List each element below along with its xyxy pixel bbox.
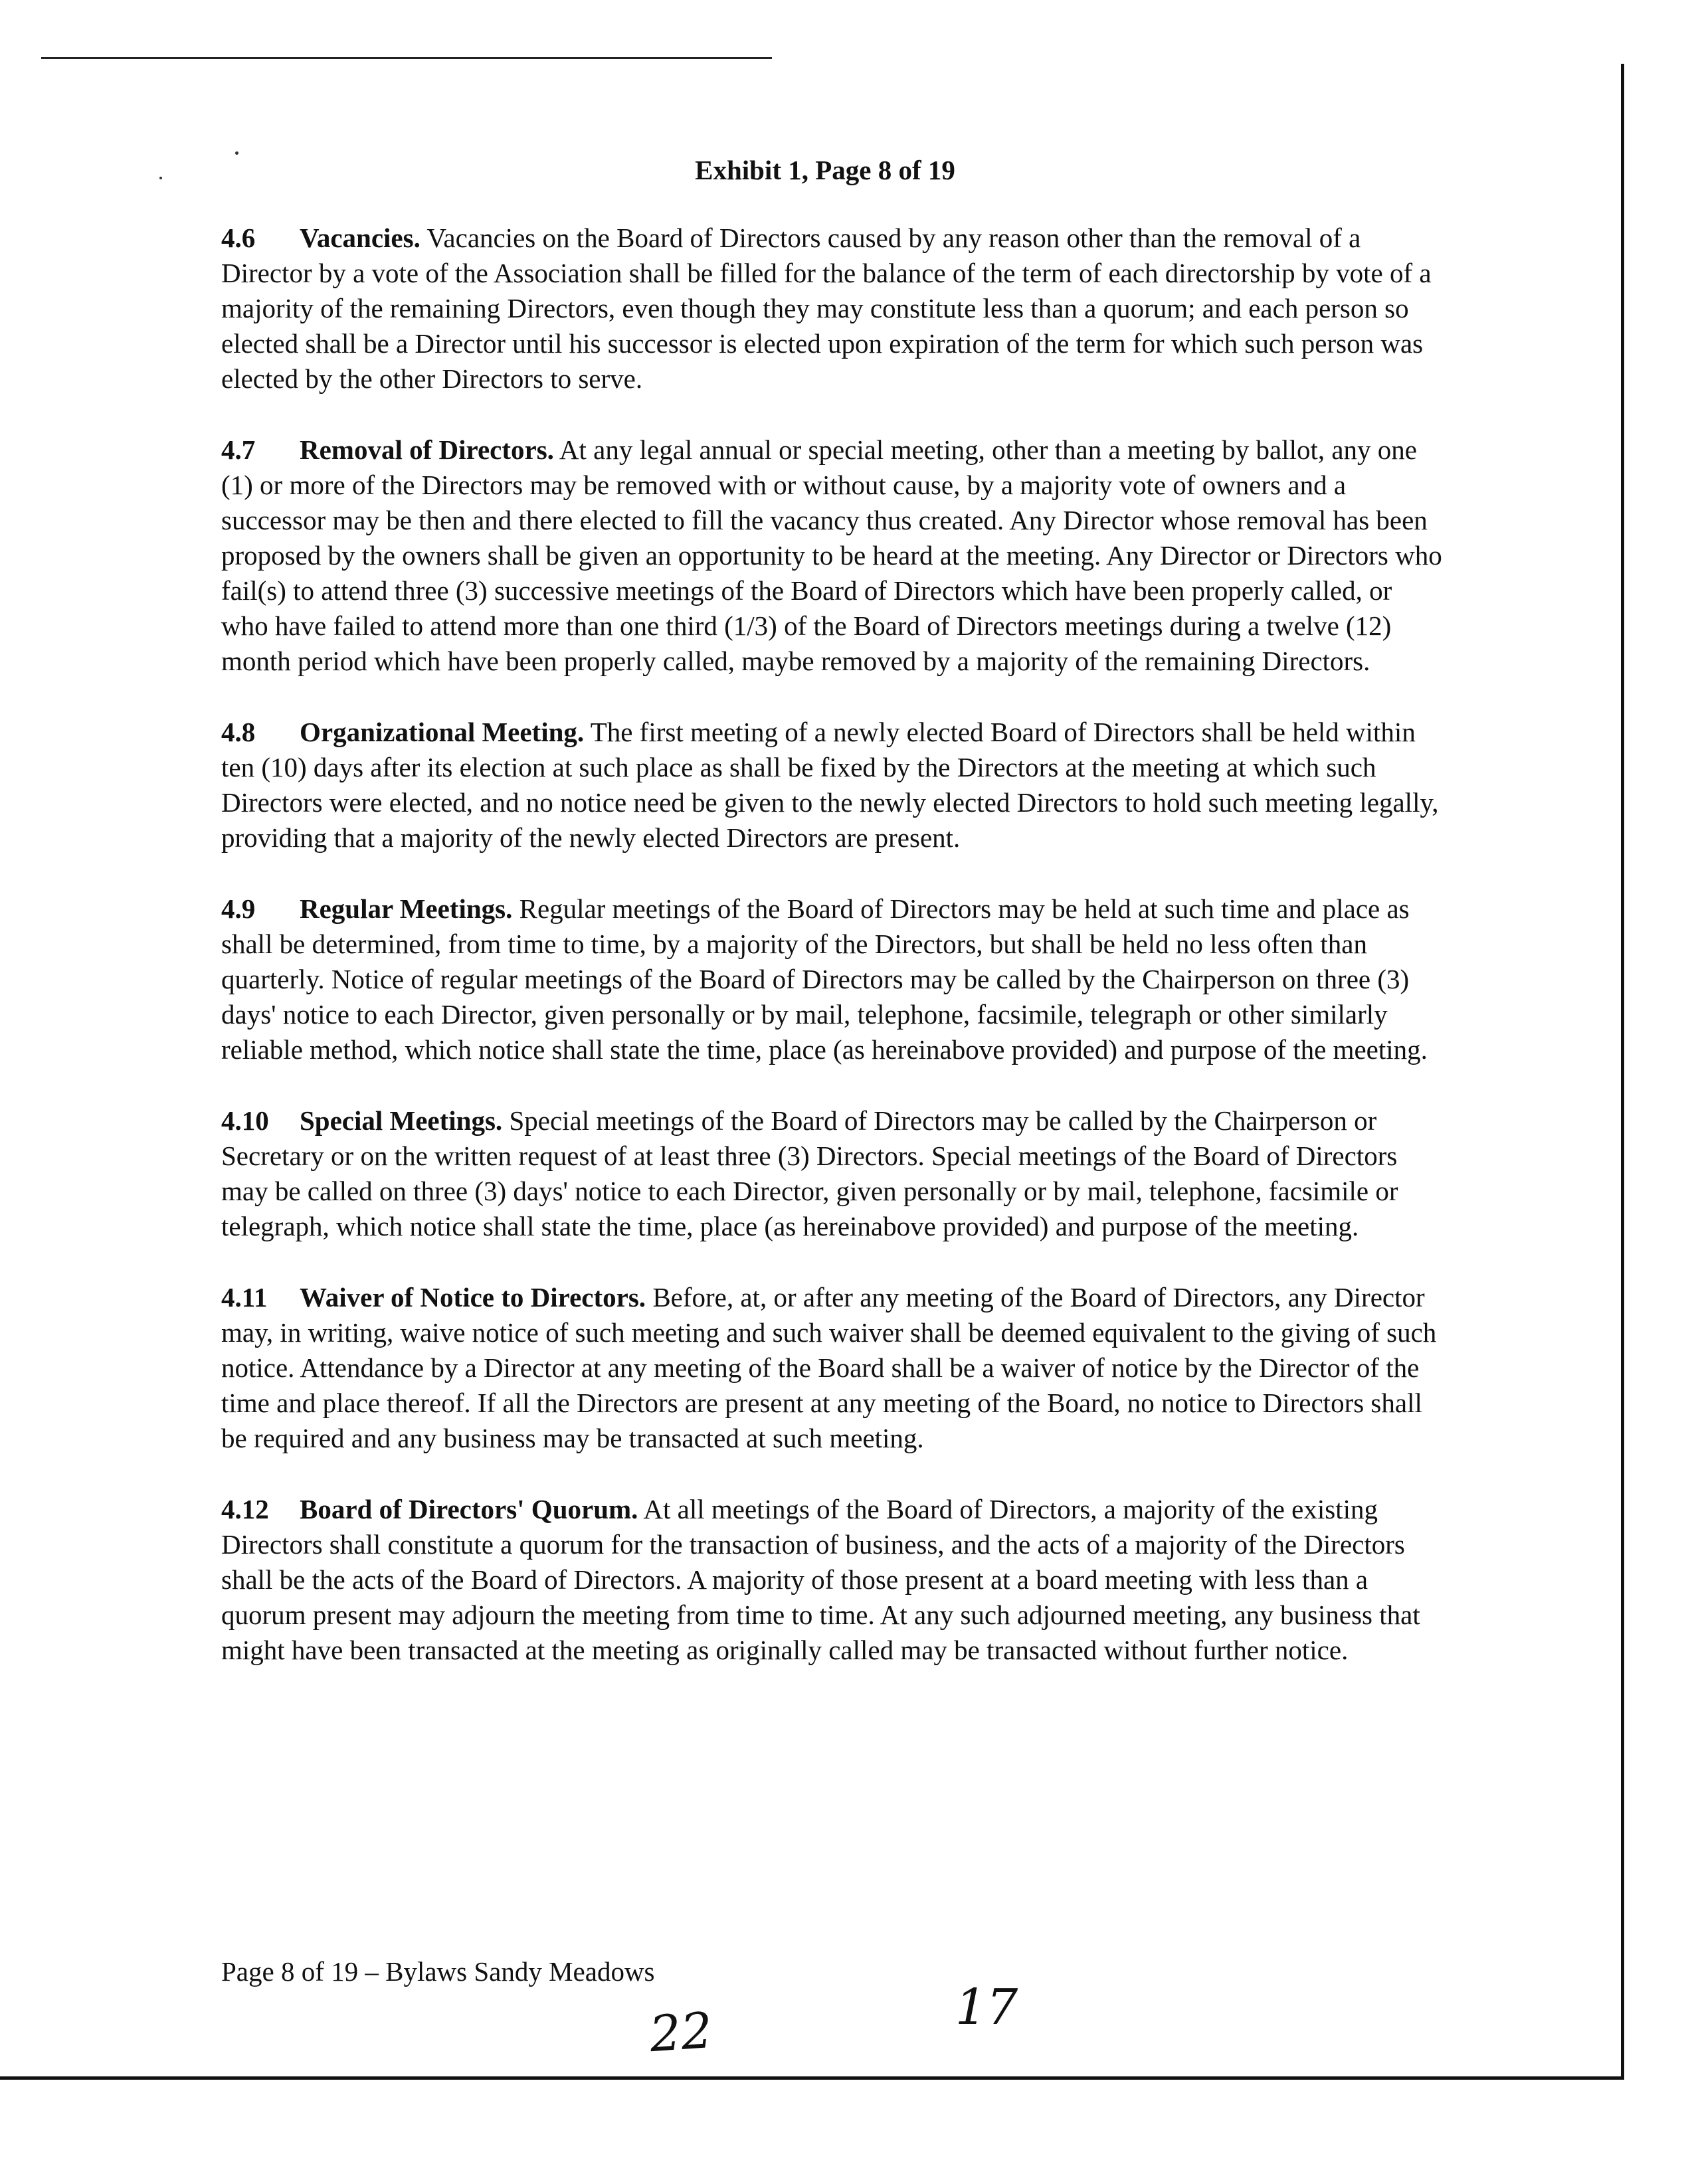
section-body: Special meetings of the Board of Directors may be called by the Chairperson or Secretary or on the written request of at least three (3) Directors. Special meetings of the Board of Directors may be called on three (3) days' notice to each Director, given personally or by mail, telephone, facsimile or telegraph, which notice shall state the time, place (as hereinabove provided) and purpose of the meeting. xyxy=(221,1105,1398,1241)
scan-artifact-bottom-border xyxy=(0,2076,1624,2080)
section-title: Removal of Directors. xyxy=(300,434,554,465)
section-title: Organizational Meeting. xyxy=(300,717,585,747)
section-number: 4.9 xyxy=(221,893,256,924)
handwritten-page-number: 17 xyxy=(955,1979,1018,2036)
section-organizational-meeting xyxy=(221,715,1444,856)
section-number: 4.12 xyxy=(221,1494,269,1524)
scan-artifact-right-border xyxy=(1621,64,1624,2076)
section-number: 4.8 xyxy=(221,717,256,747)
section-title: Board of Directors' Quorum. xyxy=(300,1494,638,1524)
section-body: The first meeting of a newly elected Board of Directors shall be held within ten (10) days after its election at such place as shall be fixed by the Directors at the meeting at which such Directors were elected, and no notice need be given to the newly elected Directors to hold such meeting legally, providing that a majority of the newly elected Directors are present. xyxy=(221,717,1439,853)
section-vacancies xyxy=(221,221,1444,397)
section-regular-meetings xyxy=(221,891,1444,1067)
page-footer: Page 8 of 19 – Bylaws Sandy Meadows xyxy=(221,1956,655,1987)
section-title: Waiver of Notice to Directors. xyxy=(300,1282,646,1313)
document-body xyxy=(221,221,1444,1704)
section-title: Vacancies. xyxy=(300,223,421,253)
section-body: Regular meetings of the Board of Directors may be held at such time and place as shall be determined, from time to time, by a majority of the Directors, but shall be held no less often than quarterly. Notice of regular meetings of the Board of Directors may be called by the Chairperson on three (3) days' notice to each Director, given personally or by mail, telephone, facsimile, telegraph or other similarly reliable method, which notice shall state the time, place (as hereinabove provided) and purpose of the meeting. xyxy=(221,893,1428,1065)
section-body: At all meetings of the Board of Directors, a majority of the existing Directors shall constitute a quorum for the transaction of business, and the acts of a majority of the Directors shall be the acts of the Board of Directors. A majority of those present at a board meeting with less than a quorum present may adjourn the meeting from time to time. At any such adjourned meeting, any business that might have been transacted at the meeting as originally called may be transacted without further notice. xyxy=(221,1494,1420,1665)
section-number: 4.11 xyxy=(221,1282,268,1313)
section-number: 4.7 xyxy=(221,434,256,465)
page-header: Exhibit 1, Page 8 of 19 xyxy=(695,155,955,185)
section-special-meetings xyxy=(221,1103,1444,1244)
handwritten-annotation: 22 xyxy=(648,2001,715,2064)
section-number: 4.10 xyxy=(221,1105,269,1136)
scan-artifact-top-line xyxy=(41,57,772,59)
section-title: Special Meetings. xyxy=(300,1105,503,1136)
section-waiver-of-notice xyxy=(221,1280,1444,1456)
section-title: Regular Meetings. xyxy=(300,893,513,924)
section-body: At any legal annual or special meeting, other than a meeting by ballot, any one (1) or more of the Directors may be removed with or without cause, by a majority vote of owners and a successor may be then and there elected to fill the vacancy thus created. Any Director whose removal has been proposed by the owners shall be given an opportunity to be heard at the meeting. Any Director or Directors who fail(s) to attend three (3) successive meetings of the Board of Directors which have been properly called, or who have failed to attend more than one third (1/3) of the Board of Directors meetings during a twelve (12) month period which have been properly called, maybe removed by a majority of the remaining Directors. xyxy=(221,434,1442,676)
section-removal-of-directors xyxy=(221,432,1444,679)
section-number: 4.6 xyxy=(221,223,256,253)
section-body: Before, at, or after any meeting of the Board of Directors, any Director may, in writing, waive notice of such meeting and such waiver shall be deemed equivalent to the giving of such notice. Attendance by a Director at any meeting of the Board shall be a waiver of notice by the Director of the time and place thereof. If all the Directors are present at any meeting of the Board, no notice to Directors shall be required and any business may be transacted at such meeting. xyxy=(221,1282,1437,1453)
section-body: Vacancies on the Board of Directors caused by any reason other than the removal of a Director by a vote of the Association shall be filled for the balance of the term of each directorship by vote of a majority of the remaining Directors, even though they may constitute less than a quorum; and each person so elected shall be a Director until his successor is elected upon expiration of the term for which such person was elected by the other Directors to serve. xyxy=(221,223,1432,394)
section-board-quorum xyxy=(221,1492,1444,1668)
